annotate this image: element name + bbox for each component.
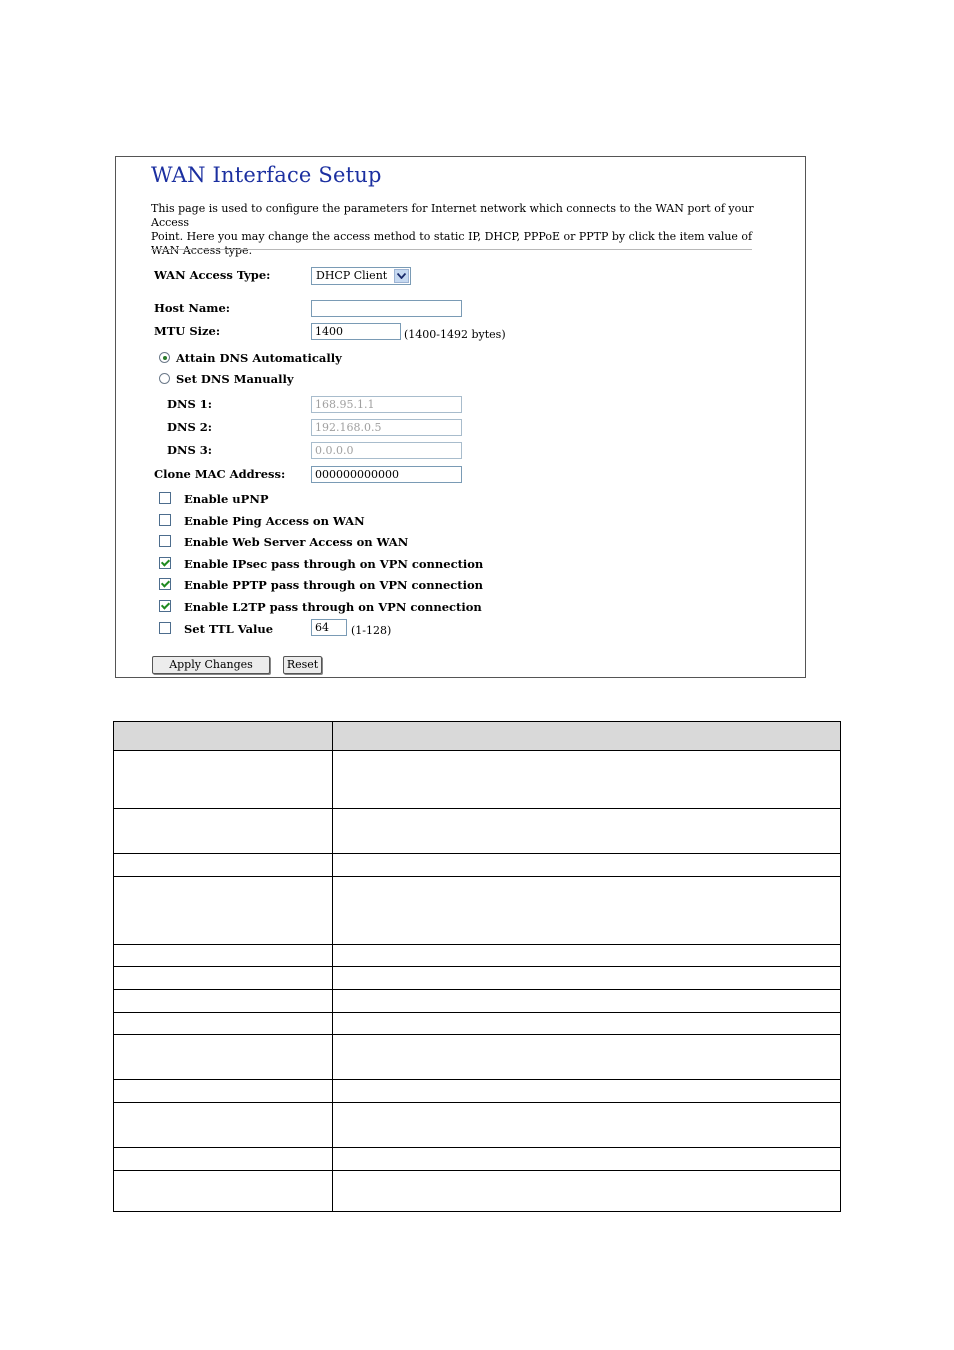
wan-setup-screenshot [115, 156, 806, 678]
upnp-label: Enable uPNP [184, 492, 269, 506]
wan-access-type-label: WAN Access Type: [154, 268, 271, 282]
ipsec-checkbox[interactable] [159, 557, 171, 569]
table-header-row [114, 722, 841, 751]
web-wan-label: Enable Web Server Access on WAN [184, 535, 409, 549]
wan-access-type-select[interactable] [311, 267, 411, 285]
dns-manual-radio[interactable] [159, 373, 170, 384]
upnp-checkbox[interactable] [159, 492, 171, 504]
pptp-checkbox[interactable] [159, 578, 171, 590]
ttl-input[interactable]: 64 [311, 619, 347, 636]
dns1-input[interactable]: 168.95.1.1 [311, 396, 462, 413]
host-name-input[interactable] [311, 300, 462, 317]
ttl-label: Set TTL Value [184, 622, 274, 636]
table-row [114, 945, 841, 967]
ping-wan-label: Enable Ping Access on WAN [184, 514, 365, 528]
mtu-size-hint: (1400-1492 bytes) [404, 328, 506, 341]
wan-access-type-value: DHCP Client [316, 269, 388, 282]
l2tp-checkbox[interactable] [159, 600, 171, 612]
pptp-label: Enable PPTP pass through on VPN connection [184, 578, 483, 592]
page-title: WAN Interface Setup [151, 163, 382, 187]
dns-auto-radio[interactable] [159, 352, 170, 363]
table-row [114, 990, 841, 1013]
ipsec-label: Enable IPsec pass through on VPN connection [184, 557, 484, 571]
ttl-hint: (1-128) [351, 624, 392, 637]
table-row [114, 1148, 841, 1171]
table-row [114, 1013, 841, 1035]
web-wan-checkbox[interactable] [159, 535, 171, 547]
table-row [114, 809, 841, 854]
dns3-input[interactable]: 0.0.0.0 [311, 442, 462, 459]
host-name-label: Host Name: [154, 301, 231, 315]
clone-mac-label: Clone MAC Address: [154, 467, 286, 481]
dns2-input[interactable]: 192.168.0.5 [311, 419, 462, 436]
l2tp-label: Enable L2TP pass through on VPN connection [184, 600, 482, 614]
apply-changes-button[interactable]: Apply Changes [152, 656, 270, 674]
dns-manual-label: Set DNS Manually [176, 372, 294, 386]
ping-wan-checkbox[interactable] [159, 514, 171, 526]
ttl-checkbox[interactable] [159, 622, 171, 634]
table-row [114, 1080, 841, 1103]
table-row [114, 751, 841, 809]
table-row [114, 877, 841, 945]
table-row [114, 1035, 841, 1080]
page-description: This page is used to configure the parameters for Internet network which connects to the WAN port of your Access Point. Here you may change the access method to static IP, DHCP, PPPoE or PPTP by click the item value of WAN Access type. [151, 202, 754, 257]
reset-button[interactable]: Reset [283, 656, 322, 674]
dns3-label: DNS 3: [167, 443, 213, 457]
mtu-size-input[interactable]: 1400 [311, 323, 401, 340]
description-table [113, 721, 841, 1212]
divider [151, 249, 752, 250]
chevron-down-icon[interactable] [394, 269, 409, 283]
dns2-label: DNS 2: [167, 420, 213, 434]
mtu-size-label: MTU Size: [154, 324, 221, 338]
table-row [114, 854, 841, 877]
dns-auto-label: Attain DNS Automatically [176, 351, 342, 365]
table-row [114, 1103, 841, 1148]
clone-mac-input[interactable]: 000000000000 [311, 466, 462, 483]
dns1-label: DNS 1: [167, 397, 213, 411]
table-row [114, 1171, 841, 1212]
table-row [114, 967, 841, 990]
